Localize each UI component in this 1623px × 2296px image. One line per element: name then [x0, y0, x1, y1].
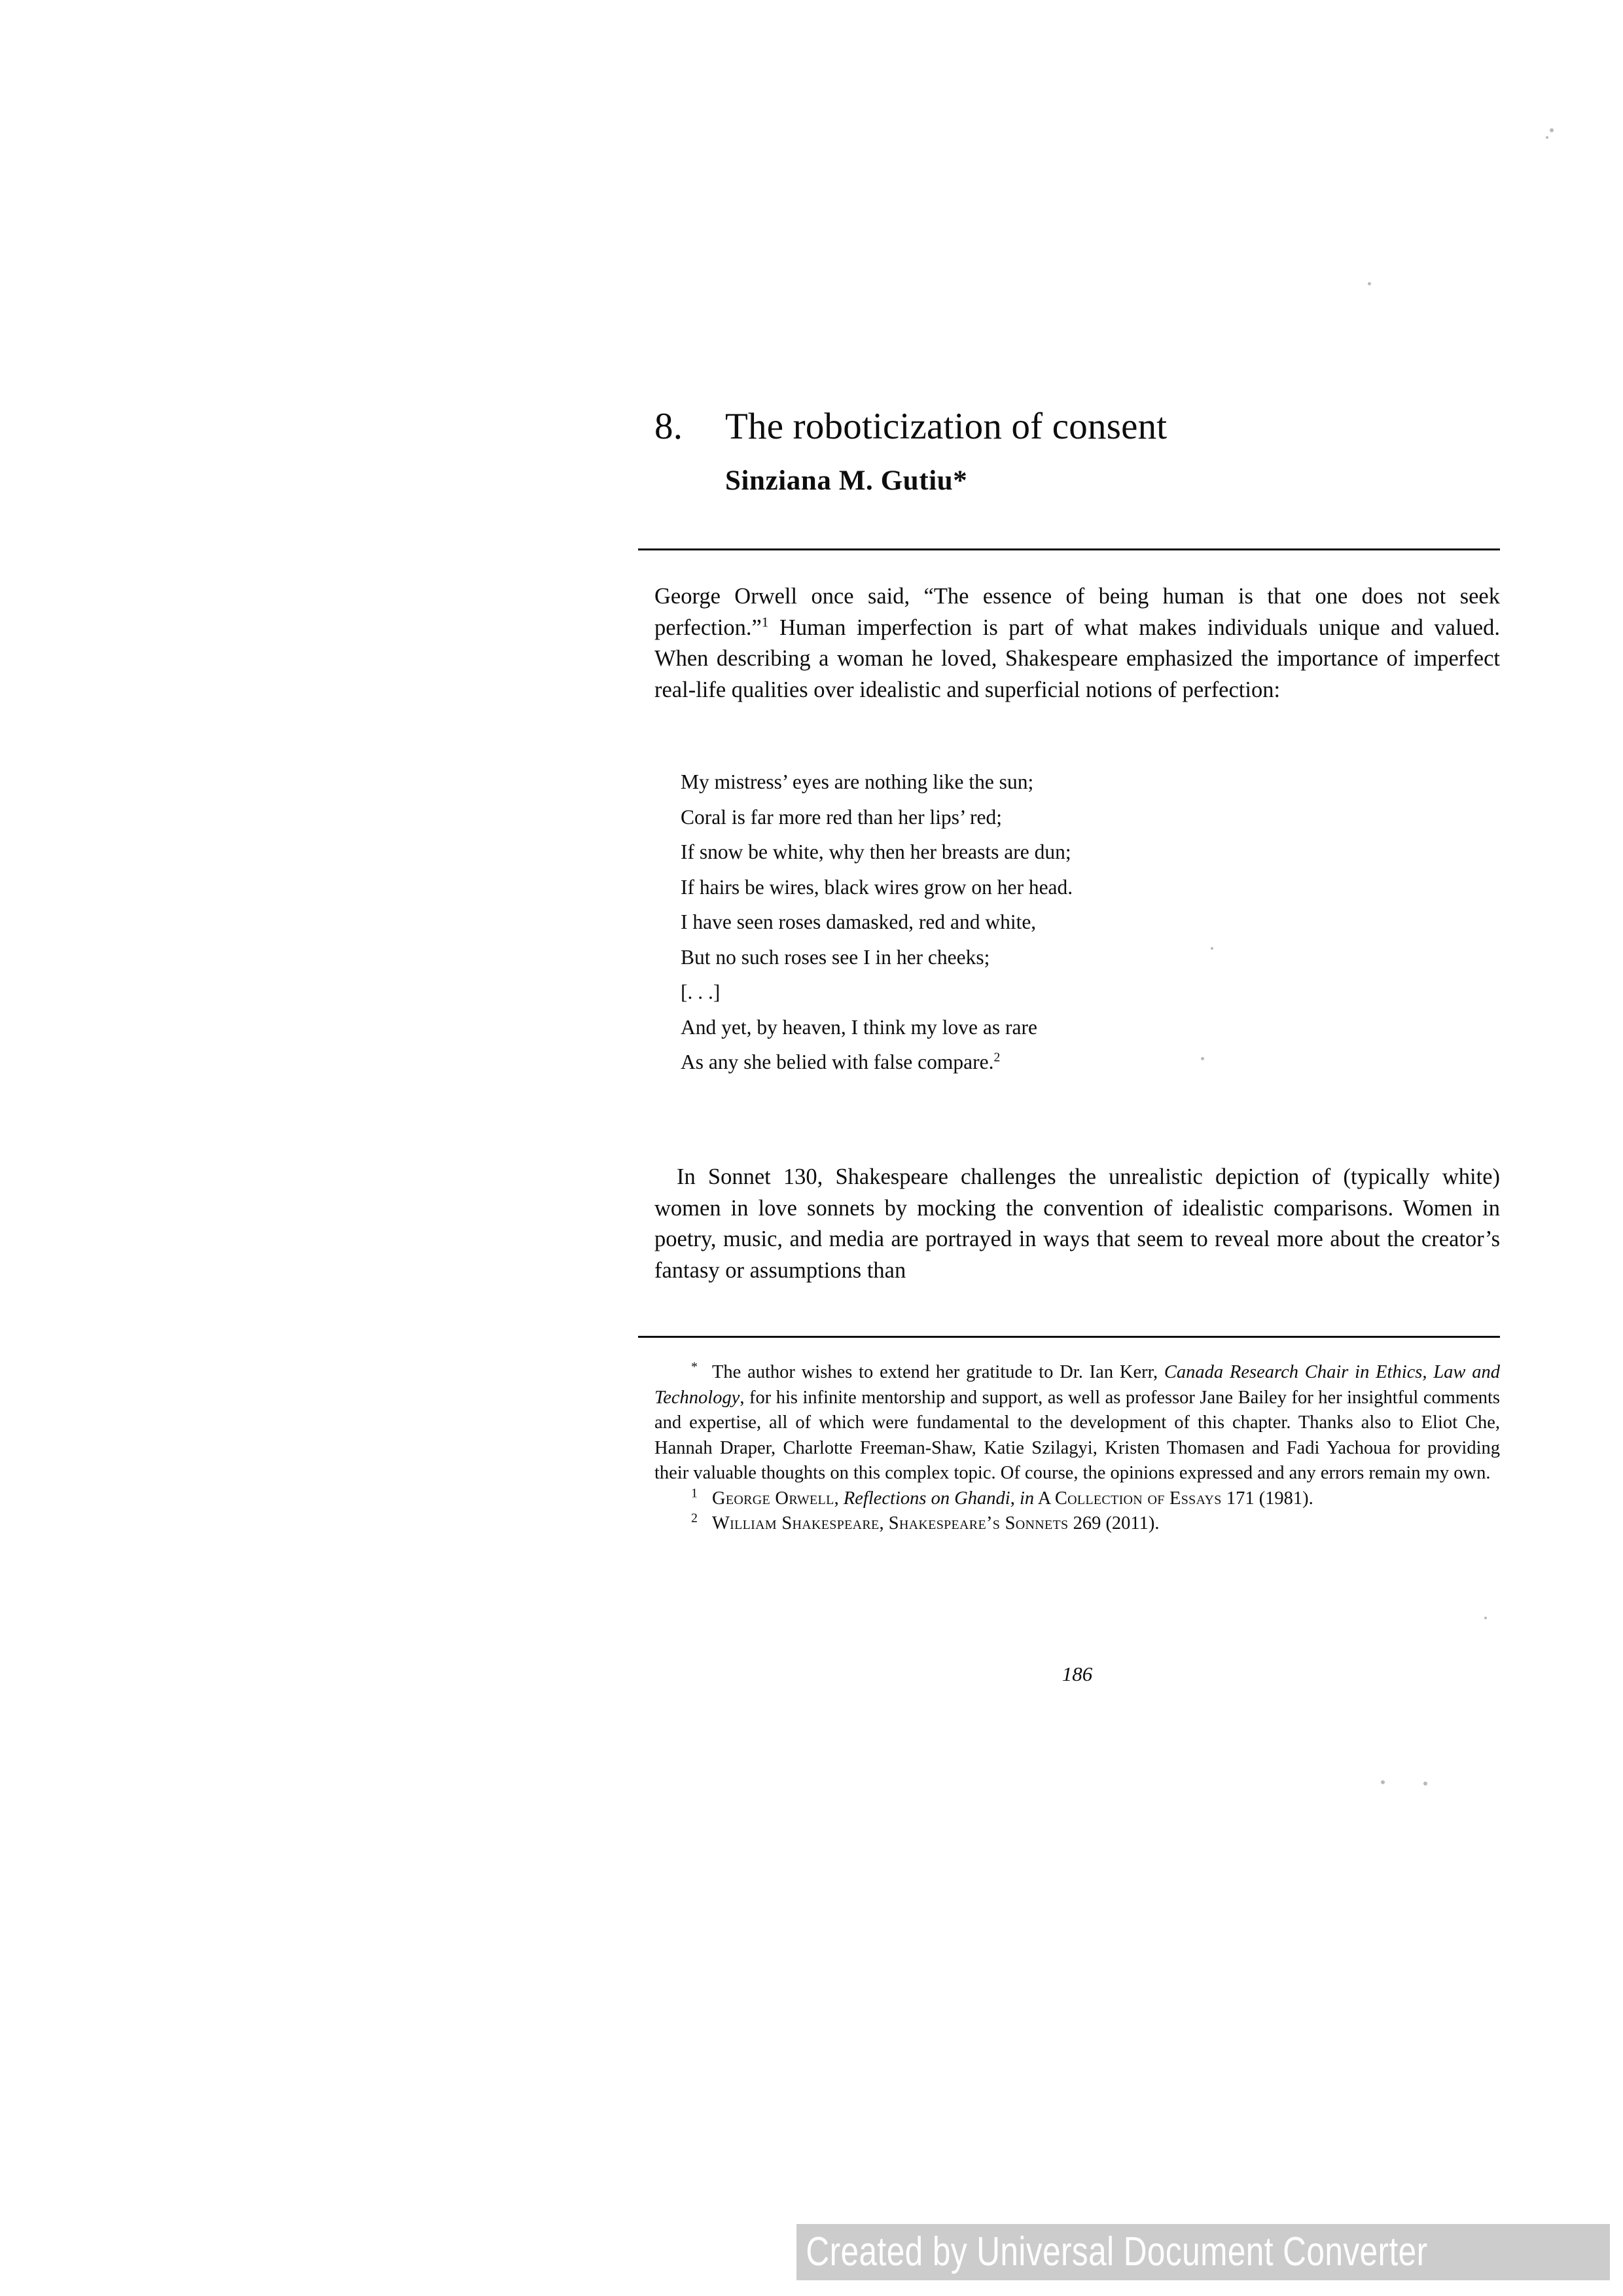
verse-line-final: [681, 1045, 1492, 1080]
footnote-star-text-2: , for his infinite mentorship and support, as well as professor Jane Bailey for her insightful comments and expertise, all of which were fundamental to the development of this chapter. Thanks also to Eliot Che, Hannah Draper, Charlotte Freeman-Shaw, Katie Szilagyi, Kristen Thomasen and Fadi Yachoua for providing their valuable thoughts on this complex topic. Of course, the opinions expressed and any errors remain my own.: [654, 1387, 1500, 1483]
verse-blockquote: [681, 764, 1492, 1080]
footnote-2-author: William Shakespeare: [711, 1513, 880, 1534]
author-name: Sinziana M. Gutiu*: [725, 465, 968, 496]
footnote-two: [654, 1511, 1500, 1537]
footnote-marker-1: 1: [691, 1486, 698, 1500]
scan-speck: [1550, 128, 1554, 132]
footnote-1-in: in: [1019, 1488, 1035, 1509]
page-title: The roboticization of consent: [725, 406, 1168, 447]
footnote-1-sep-2: ,: [1010, 1488, 1020, 1509]
footnote-2-sep-1: ,: [879, 1513, 889, 1534]
footnote-1-sep-1: ,: [834, 1488, 844, 1509]
footnote-1-author: George Orwell: [711, 1488, 834, 1509]
watermark-banner: [796, 2224, 1610, 2280]
footnote-2-pages: 269 (2011).: [1068, 1513, 1160, 1534]
verse-line: But no such roses see I in her cheeks;: [681, 945, 990, 969]
scan-speck: [1368, 282, 1371, 285]
scan-speck: [1381, 1780, 1385, 1784]
verse-line: Coral is far more red than her lips’ red;: [681, 805, 1002, 829]
footnote-divider: [638, 1336, 1500, 1338]
scan-speck: [1546, 136, 1548, 139]
footnote-2-title: Shakespeare’s Sonnets: [888, 1513, 1069, 1534]
verse-line: My mistress’ eyes are nothing like the sun;: [681, 770, 1034, 793]
paragraph-segment-1: George Orwell once said, “The essence of being human is that one does not seek perfection.”: [654, 584, 1500, 640]
body-paragraph-after-verse: [654, 1162, 1500, 1286]
verse-line: I have seen roses damasked, red and white,: [681, 910, 1037, 933]
verse-line: If snow be white, why then her breasts are dun;: [681, 840, 1071, 863]
footnote-1-sep-3: A: [1034, 1488, 1055, 1509]
body-paragraph-opening: [654, 581, 1500, 706]
verse-line: And yet, by heaven, I think my love as rare: [681, 1015, 1037, 1039]
scan-speck: [1423, 1782, 1427, 1785]
scan-speck: [1484, 1617, 1487, 1619]
footnote-one: [654, 1486, 1500, 1512]
paragraph-segment-2: Human imperfection is part of what makes individuals unique and valued. When describing a woman he loved, Shakespeare emphasized the importance of imperfect real-life qualities over idealistic and superficial notions of perfection:: [654, 615, 1500, 702]
footnote-star-text-1: The author wishes to extend her gratitude to Dr. Ian Kerr,: [711, 1362, 1164, 1382]
footnotes-section: [654, 1360, 1500, 1537]
chapter-title-row: [654, 406, 1500, 448]
heading-divider: [638, 548, 1500, 550]
footnote-1-collection: Collection of Essays: [1054, 1488, 1222, 1509]
verse-line: If hairs be wires, black wires grow on her head.: [681, 875, 1073, 899]
watermark-text: Created by Universal Document Converter: [806, 2229, 1428, 2274]
footnote-ref-1[interactable]: 1: [761, 614, 769, 630]
footnote-1-title: Reflections on Ghandi: [843, 1488, 1010, 1509]
paragraph-text: In Sonnet 130, Shakespeare challenges the unrealistic depiction of (typically white) women in love sonnets by mocking the convention of idealistic comparisons. Women in poetry, music, and media are portrayed in ways that seem to reveal more about the creator’s fantasy or assumptions than: [654, 1164, 1500, 1283]
footnote-star-italic: Canada Research Chair in Ethics, Law and Technology: [654, 1362, 1501, 1408]
footnote-marker-star: *: [691, 1359, 698, 1374]
footnote-ref-2[interactable]: 2: [993, 1050, 1001, 1065]
verse-ellipsis-line: [. . .]: [681, 980, 721, 1003]
footnote-star: [654, 1360, 1500, 1486]
footnote-1-pages: 171 (1981).: [1221, 1488, 1313, 1509]
chapter-number: 8.: [654, 406, 683, 447]
paragraph-text: [654, 581, 1500, 706]
footnote-marker-2: 2: [691, 1511, 698, 1526]
page-number: 186: [1061, 1662, 1093, 1685]
verse-line-text: As any she belied with false compare.: [681, 1050, 994, 1073]
chapter-heading: [654, 406, 1500, 497]
